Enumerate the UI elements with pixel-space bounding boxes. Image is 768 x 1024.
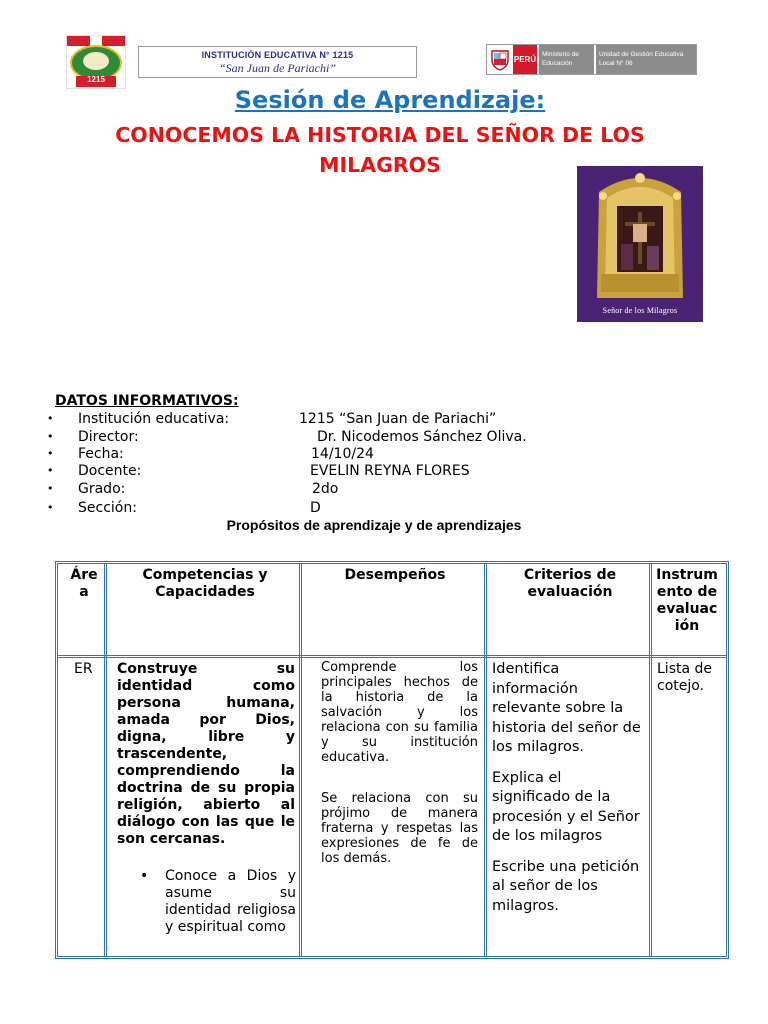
- cell-desempeno-1: Comprende los principales hechos de la historia de la salvación y los relaciona con su familia y su institución educativa.: [321, 660, 478, 765]
- info-value: 2do: [312, 481, 339, 497]
- info-label: Sección:: [78, 500, 137, 516]
- minedu-ugel-label: Unidad de Gestión Educativa Local N° 06: [594, 45, 696, 74]
- main-title-line2: MILAGROS: [319, 153, 441, 177]
- school-name-line2: “San Juan de Pariachi”: [219, 61, 336, 75]
- bullet: •: [47, 447, 54, 460]
- table-divider: [484, 564, 487, 956]
- header-competencias: Competencias y Capacidades: [142, 567, 268, 600]
- bullet: •: [47, 412, 54, 425]
- purposes-title: Propósitos de aprendizaje y de aprendizajes: [226, 517, 522, 533]
- criterio-2: Explica el significado de la procesión y el Señor de los milagros: [492, 769, 640, 844]
- logo-number: 1215: [87, 75, 105, 84]
- info-value: 14/10/24: [311, 446, 374, 462]
- capacidad-text: Conoce a Dios y asume su identidad religiosa y espiritual como: [165, 868, 296, 935]
- info-value: EVELIN REYNA FLORES: [310, 463, 470, 479]
- senor-de-los-milagros-picture: [577, 166, 703, 322]
- school-name-box: [138, 46, 417, 78]
- cell-competencia: Construye su identidad como persona humana, amada por Dios, digna, libre y trascendente, comprendiendo la doctrina de su propia religión, abierto al diálogo con las que le son cercanas.: [117, 661, 295, 847]
- cell-area: ER: [74, 661, 93, 677]
- info-label: Docente:: [78, 463, 142, 479]
- cell-criterios: [492, 660, 642, 916]
- datos-heading: DATOS INFORMATIVOS:: [55, 393, 239, 409]
- header-instrumento-text: Instrumento de evaluación: [656, 567, 718, 634]
- bullet: •: [140, 868, 149, 884]
- header-desempenos: Desempeños: [344, 567, 446, 583]
- info-label: Institución educativa:: [78, 411, 230, 427]
- table-divider: [299, 564, 302, 956]
- picture-caption: Señor de los Milagros: [602, 306, 678, 315]
- bullet: •: [47, 501, 54, 514]
- header-instrumento: [655, 567, 719, 635]
- bullet: •: [47, 482, 54, 495]
- minedu-banner: [486, 44, 697, 75]
- bullet: •: [47, 464, 54, 477]
- school-logo: [66, 35, 126, 89]
- session-title: Sesión de Aprendizaje:: [234, 86, 546, 114]
- school-name-line1: INSTITUCIÓN EDUCATIVA N° 1215: [201, 50, 354, 60]
- header-criterios-text: Criterios de evaluación: [523, 567, 617, 600]
- minedu-peru-label: PERÚ: [513, 45, 537, 74]
- header-area: [63, 567, 105, 601]
- info-label: Director:: [78, 429, 139, 445]
- criterio-1: Identifica información relevante sobre la historia del señor de los milagros.: [492, 661, 641, 755]
- bullet: •: [47, 430, 54, 443]
- info-value: 1215 “San Juan de Pariachi”: [299, 411, 497, 427]
- header-criterios: [490, 567, 650, 601]
- table-divider: [649, 564, 652, 956]
- peru-shield-icon: [487, 45, 513, 74]
- header-area-text: Área: [70, 567, 98, 600]
- criterio-3: Escribe una petición al señor de los milagros.: [492, 858, 640, 914]
- table-divider: [58, 655, 726, 658]
- info-value: D: [310, 500, 321, 516]
- cell-instrumento: Lista de cotejo.: [657, 661, 713, 694]
- cell-capacidad: [118, 868, 296, 936]
- info-value: Dr. Nicodemos Sánchez Oliva.: [317, 429, 527, 445]
- cell-desempeno-2: Se relaciona con su prójimo de manera fraterna y respetas las expresiones de fe de los demás.: [321, 791, 478, 866]
- minedu-ministry-label: Ministerio de Educación: [537, 45, 594, 74]
- info-label: Fecha:: [78, 446, 124, 462]
- table-divider: [104, 564, 107, 956]
- info-label: Grado:: [78, 481, 126, 497]
- main-title-line1: CONOCEMOS LA HISTORIA DEL SEÑOR DE LOS: [115, 123, 645, 147]
